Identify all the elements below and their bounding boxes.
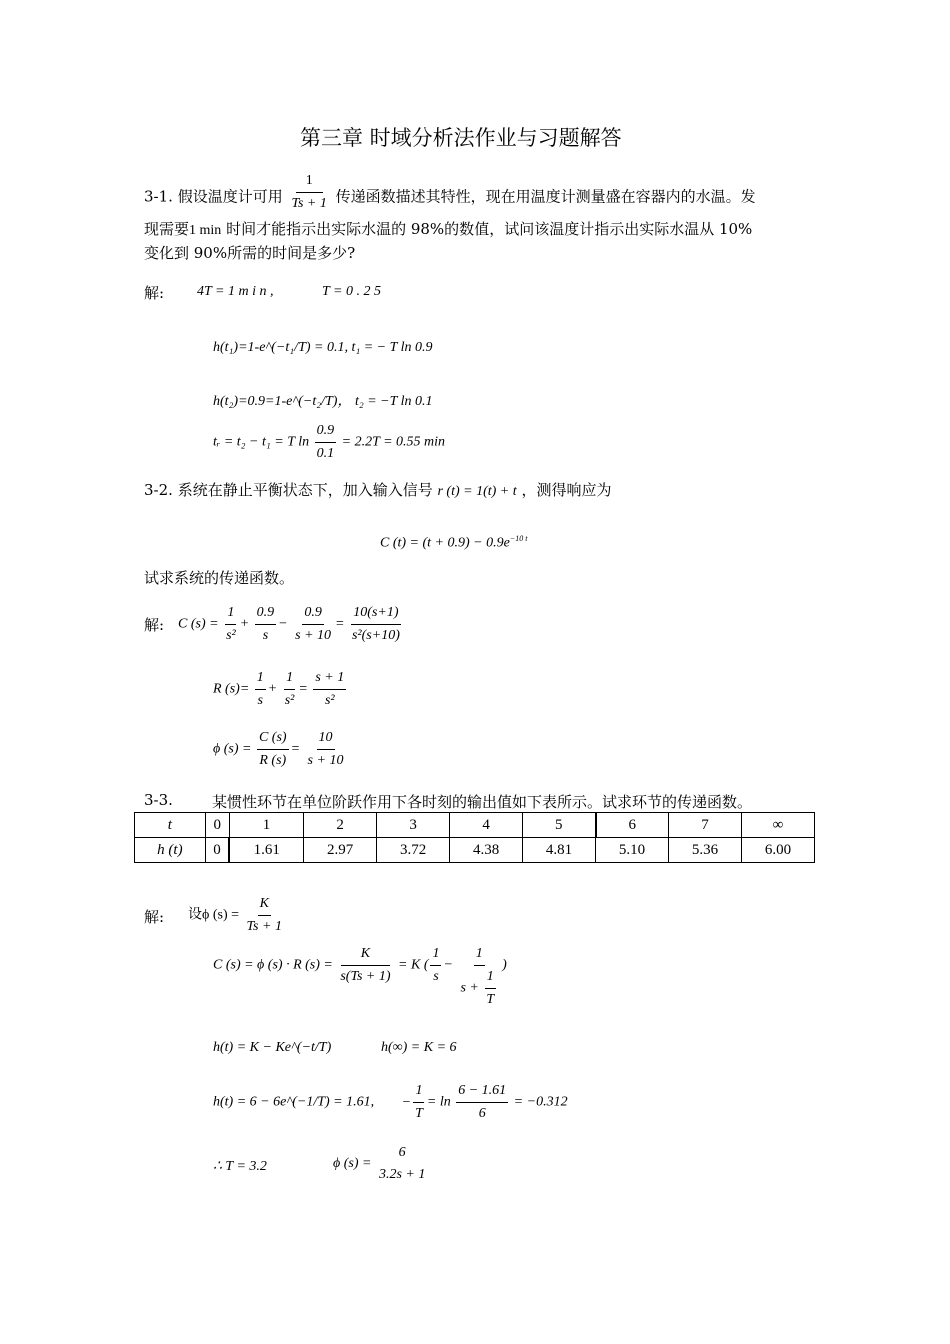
eq-part: = K ( bbox=[398, 957, 429, 973]
eq-part: h(t) = 6 − 6e^(−1/T) = 1.61, bbox=[213, 1094, 375, 1110]
table-cell: 4.38 bbox=[450, 838, 523, 863]
problem-3-2-line1 bbox=[144, 479, 611, 500]
eq-part: C (s) = ϕ (s) · R (s) = bbox=[213, 957, 333, 973]
problem-3-3-text: 某惯性环节在单位阶跃作用下各时刻的输出值如下表所示。试求环节的传递函数。 bbox=[212, 793, 753, 811]
fraction-numerator: C (s) bbox=[257, 727, 289, 750]
fraction-denominator: s²(s+10) bbox=[351, 628, 400, 643]
fraction-denominator: R (s) bbox=[259, 753, 287, 768]
fraction-denominator: 6 bbox=[478, 1106, 486, 1121]
table-cell: 5.36 bbox=[669, 838, 742, 863]
set-phi-equation bbox=[188, 893, 286, 938]
fraction-denominator: 0.1 bbox=[316, 446, 335, 461]
equation-1b: T = 0 . 2 5 bbox=[322, 284, 381, 299]
fraction-numerator: 6 bbox=[398, 1145, 406, 1160]
eq-part: = ln bbox=[426, 1094, 451, 1110]
table-cell: 2.97 bbox=[304, 838, 377, 863]
solution-label: 解: bbox=[144, 616, 165, 634]
table-cell: 6 bbox=[596, 813, 669, 838]
fraction-denominator: Ts + 1 bbox=[246, 919, 282, 934]
table-cell: 3.72 bbox=[377, 838, 450, 863]
table-cell: 1 bbox=[229, 813, 303, 838]
problem-3-2-label: 3-2. 系统在静止平衡状态下，加入输入信号 bbox=[144, 481, 433, 499]
eq-part: = −0.312 bbox=[513, 1094, 568, 1110]
table-row bbox=[135, 813, 815, 838]
table-header-h: h (t) bbox=[135, 838, 206, 863]
time-value: 1 min bbox=[189, 223, 222, 238]
problem-3-1-line3: 变化到 90%所需的时间是多少? bbox=[144, 244, 356, 262]
equation-4 bbox=[213, 420, 445, 465]
fraction-numerator: 0.9 bbox=[302, 602, 324, 625]
page-title: 第三章 时域分析法作业与习题解答 bbox=[300, 126, 622, 150]
fraction-numerator: s + 1 bbox=[313, 667, 346, 690]
table-cell: 4.81 bbox=[523, 838, 596, 863]
phi-equation: ϕ (s) = $\frac{C (s)}{R (s)}$ = $\frac{10}{s + 10}$ bbox=[213, 727, 347, 772]
eq-part: = 2.2T = 0.55 min bbox=[341, 434, 446, 450]
eq-part: s + bbox=[460, 980, 479, 996]
eq-part: ) bbox=[502, 957, 507, 973]
fraction-numerator: 1 bbox=[413, 1080, 424, 1103]
fraction-numerator: 1 bbox=[485, 966, 496, 989]
problem-3-2-ask: 试求系统的传递函数。 bbox=[144, 569, 295, 587]
table-cell: 5.10 bbox=[596, 838, 669, 863]
table-cell: 0 bbox=[205, 813, 229, 838]
final-phi-equation bbox=[333, 1142, 429, 1186]
h-equation: h(t) = K − Ke^(−t/T) bbox=[213, 1040, 332, 1055]
equation-1: 4T = 1 m i n , bbox=[197, 284, 274, 299]
rs-equation: R (s)= $\frac{1}{s}$ + $\frac{1}{\text{s²}}$ = $\frac{s + 1}{\text{s²}}$ bbox=[213, 667, 348, 712]
eq-part: tᵣ = t₂ − t₁ = T ln bbox=[213, 434, 310, 450]
line-text: 时间才能指示出实际水温的 98%的数值，试问该温度计指示出实际水温从 10% bbox=[226, 220, 753, 238]
input-signal: r (t) = 1(t) + t bbox=[437, 484, 517, 499]
equation-3: h(t₂)=0.9=1-e^(−t₂/T)， t₂ = −T ln 0.1 bbox=[213, 394, 433, 409]
eq4-fraction bbox=[315, 420, 337, 465]
fraction-numerator: 1 bbox=[225, 602, 236, 625]
response-table bbox=[134, 812, 815, 863]
eq-part: C (s) = bbox=[178, 616, 219, 632]
h-infinity-equation: h(∞) = K = 6 bbox=[381, 1040, 457, 1055]
line-text: ，测得响应为 bbox=[521, 481, 612, 499]
fraction-denominator: T bbox=[486, 992, 495, 1007]
fraction-denominator: s bbox=[262, 628, 269, 643]
fraction-numerator: 6 − 1.61 bbox=[456, 1080, 508, 1103]
fraction-denominator: s bbox=[257, 693, 263, 708]
transfer-fraction bbox=[289, 170, 328, 215]
table-cell: ∞ bbox=[741, 813, 814, 838]
response-equation bbox=[380, 534, 527, 552]
fraction-denominator: Ts + 1 bbox=[291, 196, 327, 211]
fraction-numerator: 10 bbox=[317, 727, 335, 750]
final-t-equation: ∴ T = 3.2 bbox=[213, 1159, 267, 1174]
fraction-numerator: 1 bbox=[430, 943, 441, 966]
fraction-denominator: s² bbox=[284, 693, 295, 708]
fraction-denominator: s + 10 bbox=[307, 753, 344, 768]
fraction-numerator: 0.9 bbox=[255, 602, 277, 625]
fraction-numerator: 0.9 bbox=[315, 420, 337, 443]
table-row bbox=[135, 838, 815, 863]
eq-part: R (s)= bbox=[213, 681, 250, 697]
eq-part: C (t) = (t + 0.9) − 0.9e bbox=[380, 535, 510, 551]
fraction-numerator: 1 bbox=[296, 170, 323, 193]
fraction-numerator: 1 bbox=[255, 667, 266, 690]
fraction-numerator: 1 bbox=[474, 943, 485, 966]
fraction-numerator: 10(s+1) bbox=[351, 602, 400, 625]
fraction-denominator: T bbox=[415, 1106, 423, 1121]
table-header-t: t bbox=[135, 813, 206, 838]
table-cell: 0 bbox=[205, 838, 229, 863]
table-cell: 4 bbox=[450, 813, 523, 838]
fraction-numerator: 1 bbox=[284, 667, 295, 690]
h-value-equation: h(t) = 6 − 6e^(−1/T) = 1.61, − $\frac{1}{T}$ = ln $\frac{6 - 1.61}{6}$ = −0.312 bbox=[213, 1080, 568, 1125]
eq-part: ϕ (s) = bbox=[213, 741, 252, 757]
problem-3-3-label: 3-3. bbox=[144, 791, 173, 809]
fraction-denominator bbox=[458, 966, 500, 1011]
fraction-denominator: s(Ts + 1) bbox=[340, 969, 391, 984]
problem-3-1-line2 bbox=[144, 218, 752, 239]
fraction-denominator: s bbox=[433, 969, 439, 984]
fraction-denominator: s² bbox=[324, 693, 335, 708]
equation-2: h(t₁)=1-e^(−t₁/T) = 0.1, t₁ = − T ln 0.9 bbox=[213, 340, 433, 355]
exponent: −10 t bbox=[509, 534, 528, 543]
problem-3-1-text: 传递函数描述其特性，现在用温度计测量盛在容器内的水温。发 bbox=[335, 187, 756, 206]
table-cell: 7 bbox=[669, 813, 742, 838]
cs-expansion-equation: C (s) = ϕ (s) · R (s) = $\frac{K}{s(Ts + 1)}$ = K ( $\frac{1}{s}$ − 1 s + $\frac{1}{T}$ ) bbox=[213, 943, 507, 1011]
fraction-denominator: s + 10 bbox=[295, 628, 332, 643]
fraction-denominator: 3.2s + 1 bbox=[378, 1167, 426, 1182]
problem-3-1-line1 bbox=[144, 173, 756, 215]
table-cell: 1.61 bbox=[229, 838, 303, 863]
solution-label: 解: bbox=[144, 908, 165, 926]
table-cell: 2 bbox=[304, 813, 377, 838]
solution-label: 解: bbox=[144, 284, 165, 302]
fraction-numerator: K bbox=[258, 893, 271, 916]
line-text: 现需要 bbox=[144, 220, 190, 238]
eq-part: ϕ (s) = bbox=[333, 1156, 372, 1172]
cs-equation: C (s) = $\frac{1}{\text{s²}}$ + $\frac{0.9}{s}$ − $\frac{0.9}{s + 10}$ = $\frac{10(s+1)}{\text{s²(s+10)}}$ bbox=[178, 602, 404, 647]
problem-3-1-label: 3-1. 假设温度计可用 bbox=[144, 187, 283, 206]
table-cell: 5 bbox=[523, 813, 596, 838]
table-cell: 3 bbox=[377, 813, 450, 838]
fraction-denominator: s² bbox=[226, 628, 236, 643]
fraction-numerator: K bbox=[341, 943, 390, 966]
eq-part: 设ϕ (s) = bbox=[188, 907, 240, 923]
table-cell: 6.00 bbox=[741, 838, 814, 863]
